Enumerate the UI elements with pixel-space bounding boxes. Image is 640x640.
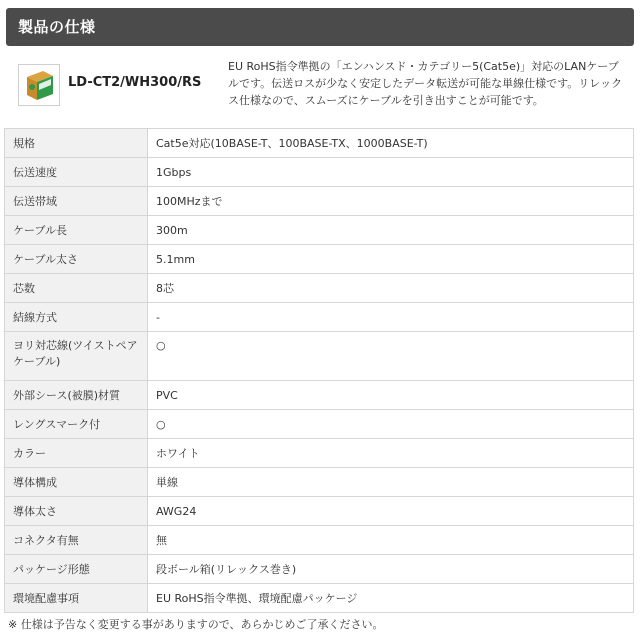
spec-table [4,128,634,613]
table-row [5,332,634,381]
spec-value: 300m [148,216,634,245]
spec-label: パッケージ形態 [5,555,148,584]
footnote: ※ 仕様は予告なく変更する事がありますので、あらかじめご了承ください。 [8,618,384,631]
spec-label: 外部シース(被膜)材質 [5,381,148,410]
table-row [5,216,634,245]
spec-value: EU RoHS指令準拠、環境配慮パッケージ [148,584,634,613]
spec-label: コネクタ有無 [5,526,148,555]
table-row [5,410,634,439]
spec-value: 8芯 [148,274,634,303]
product-model: LD-CT2/WH300/RS [68,75,202,90]
spec-value: 5.1mm [148,245,634,274]
table-row [5,439,634,468]
spec-label: カラー [5,439,148,468]
table-row [5,497,634,526]
table-row [5,468,634,497]
spec-value: - [148,303,634,332]
spec-label: レングスマーク付 [5,410,148,439]
spec-label: 結線方式 [5,303,148,332]
table-row [5,555,634,584]
spec-label: 導体太さ [5,497,148,526]
table-row [5,158,634,187]
spec-value: 無 [148,526,634,555]
spec-label: 伝送帯域 [5,187,148,216]
spec-value: 単線 [148,468,634,497]
spec-label: 芯数 [5,274,148,303]
section-title-bar [6,8,634,46]
spec-value: PVC [148,381,634,410]
table-row [5,381,634,410]
section-title: 製品の仕様 [18,18,96,36]
table-row [5,526,634,555]
product-description: EU RoHS指令準拠の「エンハンスド・カテゴリー5(Cat5e)」対応のLANケーブルです。伝送ロスが少なく安定したデータ転送が可能な単線仕様です。リレックス仕様なので、スムーズにケーブルを引き出すことが可能です。 [228,60,623,107]
spec-label: ヨリ対芯線(ツイストペアケーブル) [5,332,148,381]
spec-value: ホワイト [148,439,634,468]
spec-label: 環境配慮事項 [5,584,148,613]
spec-label: 導体構成 [5,468,148,497]
spec-value: Cat5e対応(10BASE-T、100BASE-TX、1000BASE-T) [148,129,634,158]
spec-value: 1Gbps [148,158,634,187]
table-row [5,584,634,613]
table-row [5,303,634,332]
spec-label: 規格 [5,129,148,158]
spec-label: ケーブル長 [5,216,148,245]
spec-value: ○ [148,332,634,381]
table-row [5,129,634,158]
table-row [5,187,634,216]
spec-value: AWG24 [148,497,634,526]
table-row [5,274,634,303]
spec-label: ケーブル太さ [5,245,148,274]
spec-value: ○ [148,410,634,439]
spec-value: 段ボール箱(リレックス巻き) [148,555,634,584]
product-summary [10,56,632,116]
spec-value: 100MHzまで [148,187,634,216]
table-row [5,245,634,274]
cable-box-icon [18,64,60,106]
spec-label: 伝送速度 [5,158,148,187]
